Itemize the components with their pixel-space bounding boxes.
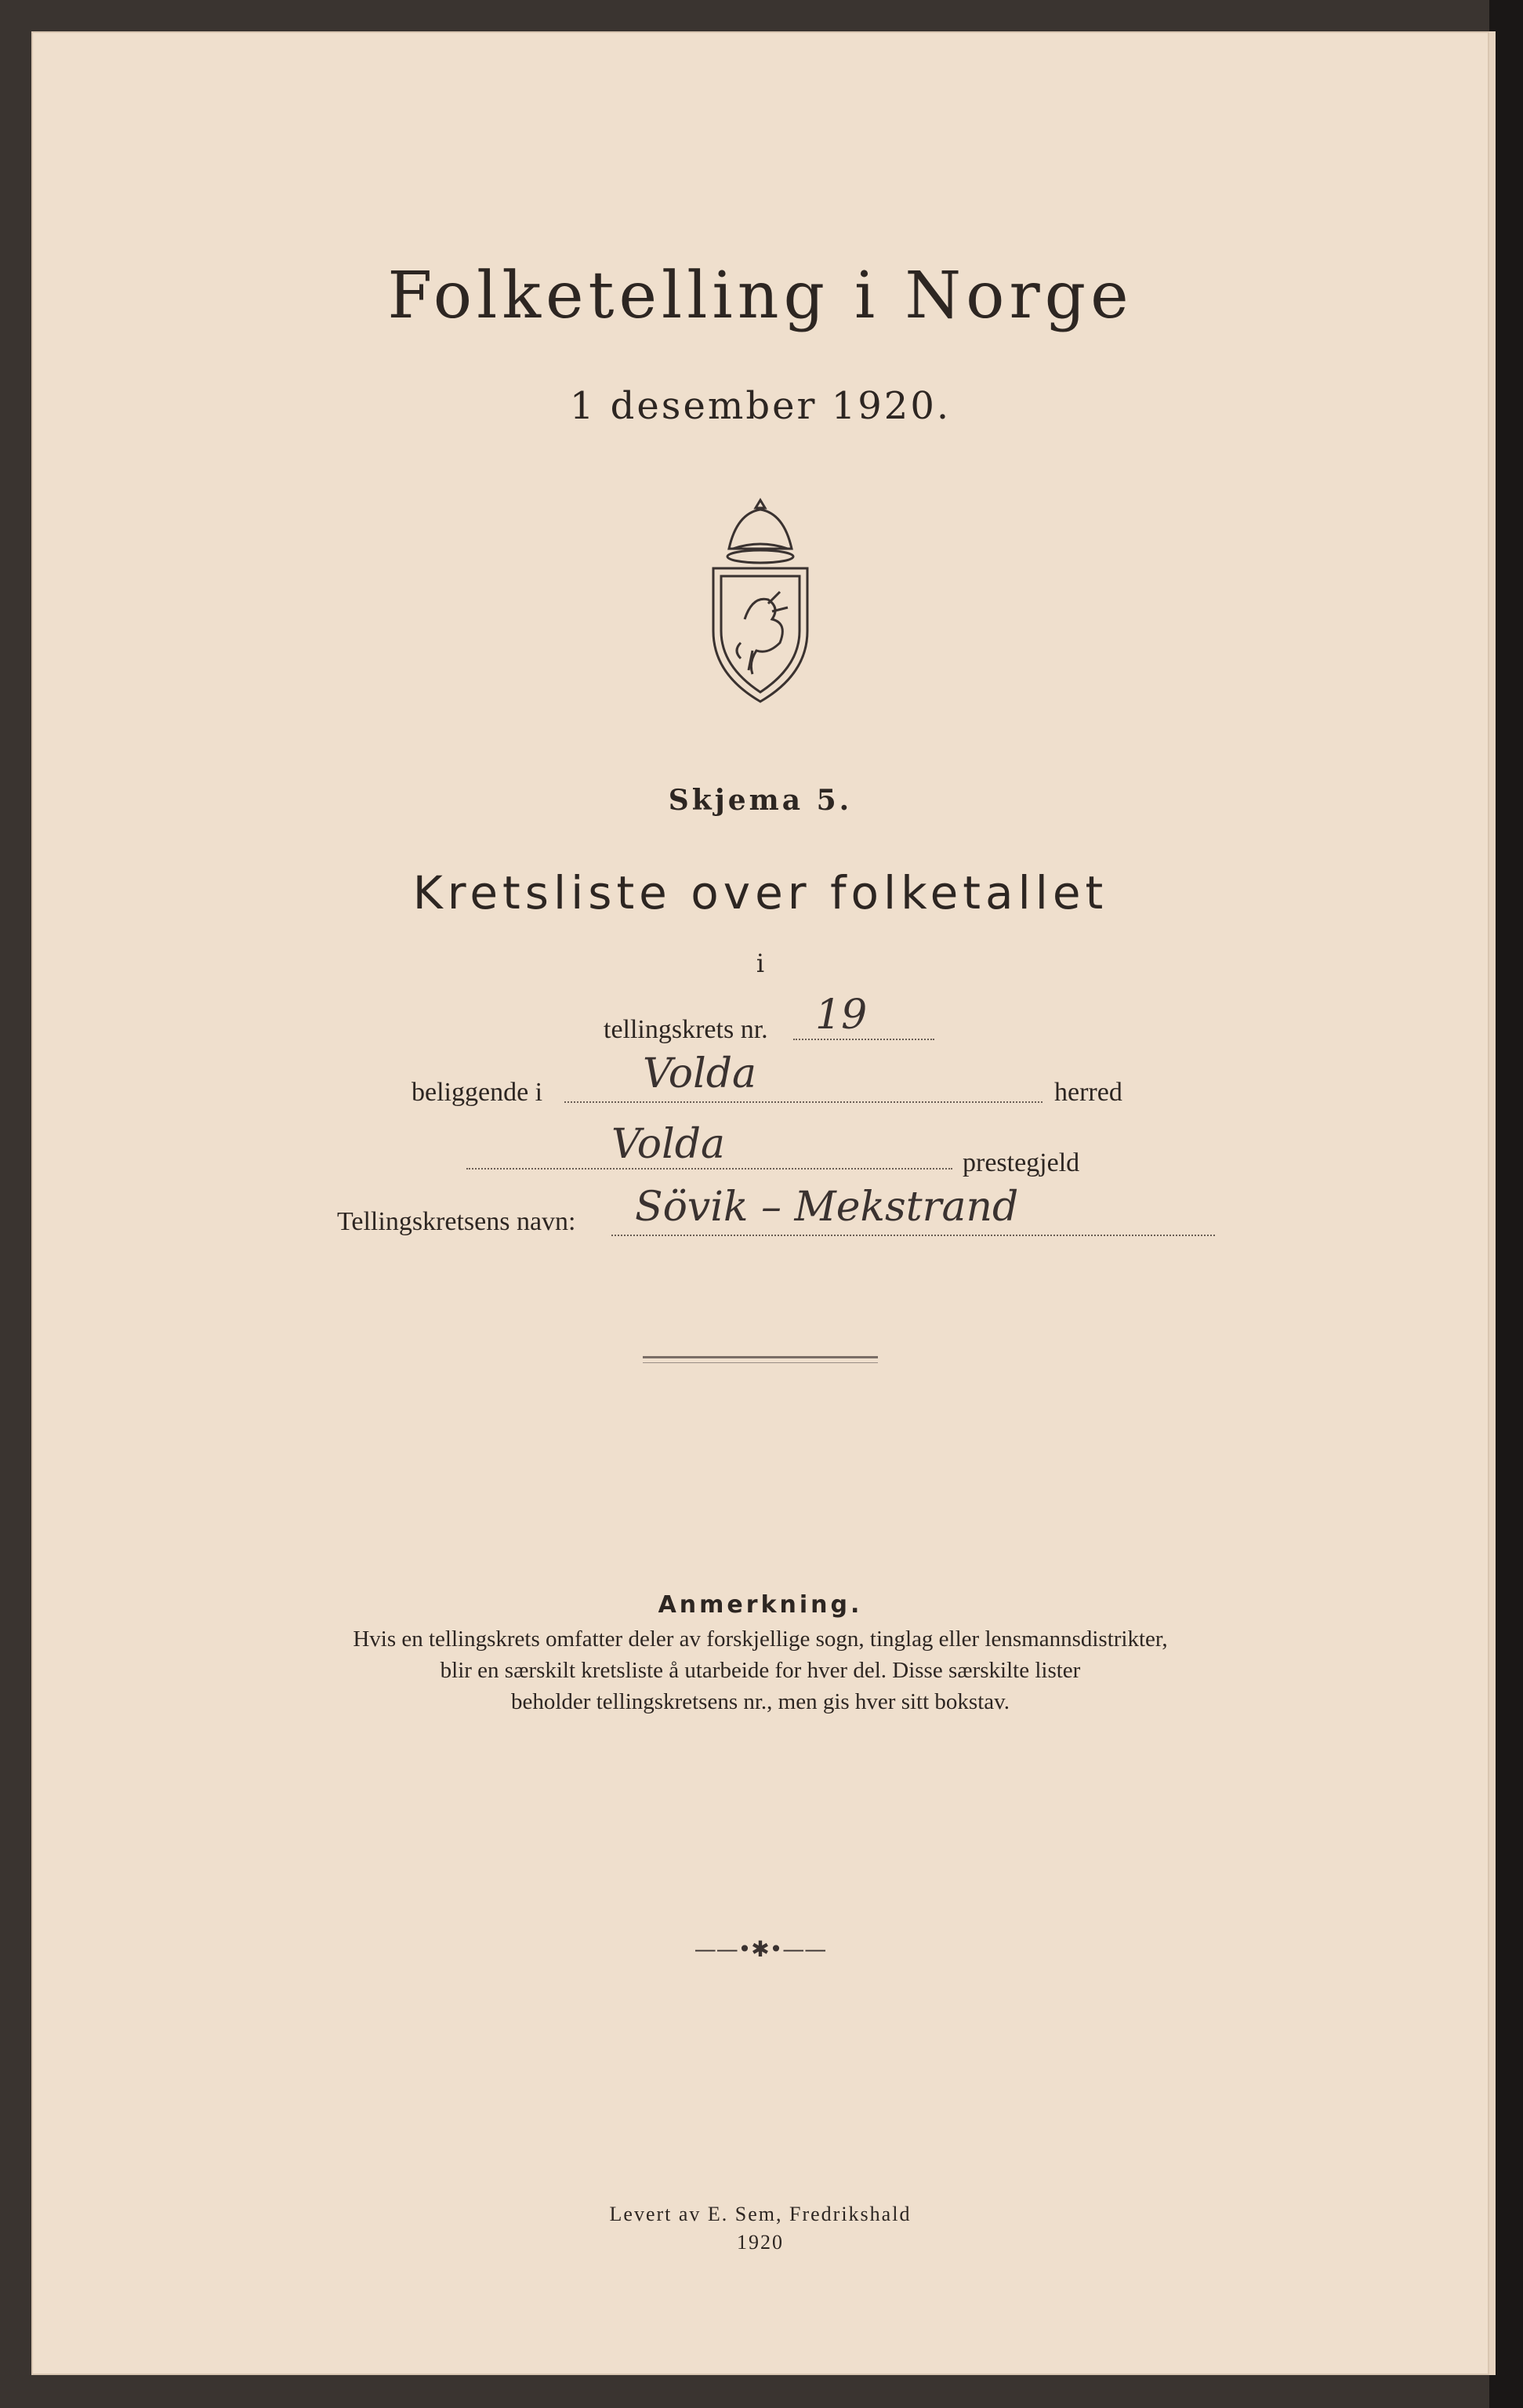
preposition-i: i (756, 948, 765, 978)
prestegjeld-label: prestegjeld (963, 1148, 1080, 1177)
divider-rule-thin (643, 1362, 878, 1363)
norwegian-coat-of-arms-icon (698, 494, 823, 705)
beliggende-label: beliggende i (412, 1078, 543, 1107)
note-line-1: Hvis en tellingskrets omfatter deler av forskjellige sogn, tinglag eller lensmannsdistrikter, (353, 1626, 1168, 1652)
schema-label: Skjema 5. (668, 784, 853, 817)
note-line-2: blir en særskilt kretsliste å utarbeide for hver del. Disse særskilte lister (440, 1658, 1081, 1683)
document-title: Folketelling i Norge (387, 259, 1133, 333)
divider-rule (643, 1356, 878, 1358)
census-form-page (31, 31, 1489, 2375)
navn-value: Sövik – Mekstrand (635, 1184, 1019, 1231)
ornament-divider: ——•✱•—— (694, 1936, 827, 1962)
note-line-3: beholder tellingskretsens nr., men gis hver sitt bokstav. (510, 1689, 1010, 1714)
beliggende-value: Volda (643, 1050, 757, 1097)
beliggende-line (564, 1066, 1043, 1103)
tellingskrets-value: 19 (815, 992, 868, 1039)
navn-label: Tellingskretsens navn: (337, 1207, 576, 1236)
tellingskrets-label: tellingskrets nr. (604, 1015, 768, 1044)
form-heading: Kretsliste over folketallet (412, 866, 1108, 919)
printer-credit: Levert av E. Sem, Fredrikshald (609, 2203, 912, 2225)
census-date: 1 desember 1920. (569, 384, 952, 428)
herred-label: herred (1054, 1078, 1122, 1107)
note-title: Anmerkning. (658, 1591, 863, 1619)
scan-edge (1489, 0, 1523, 2408)
printer-year: 1920 (737, 2231, 784, 2254)
prestegjeld-value: Volda (611, 1121, 726, 1168)
